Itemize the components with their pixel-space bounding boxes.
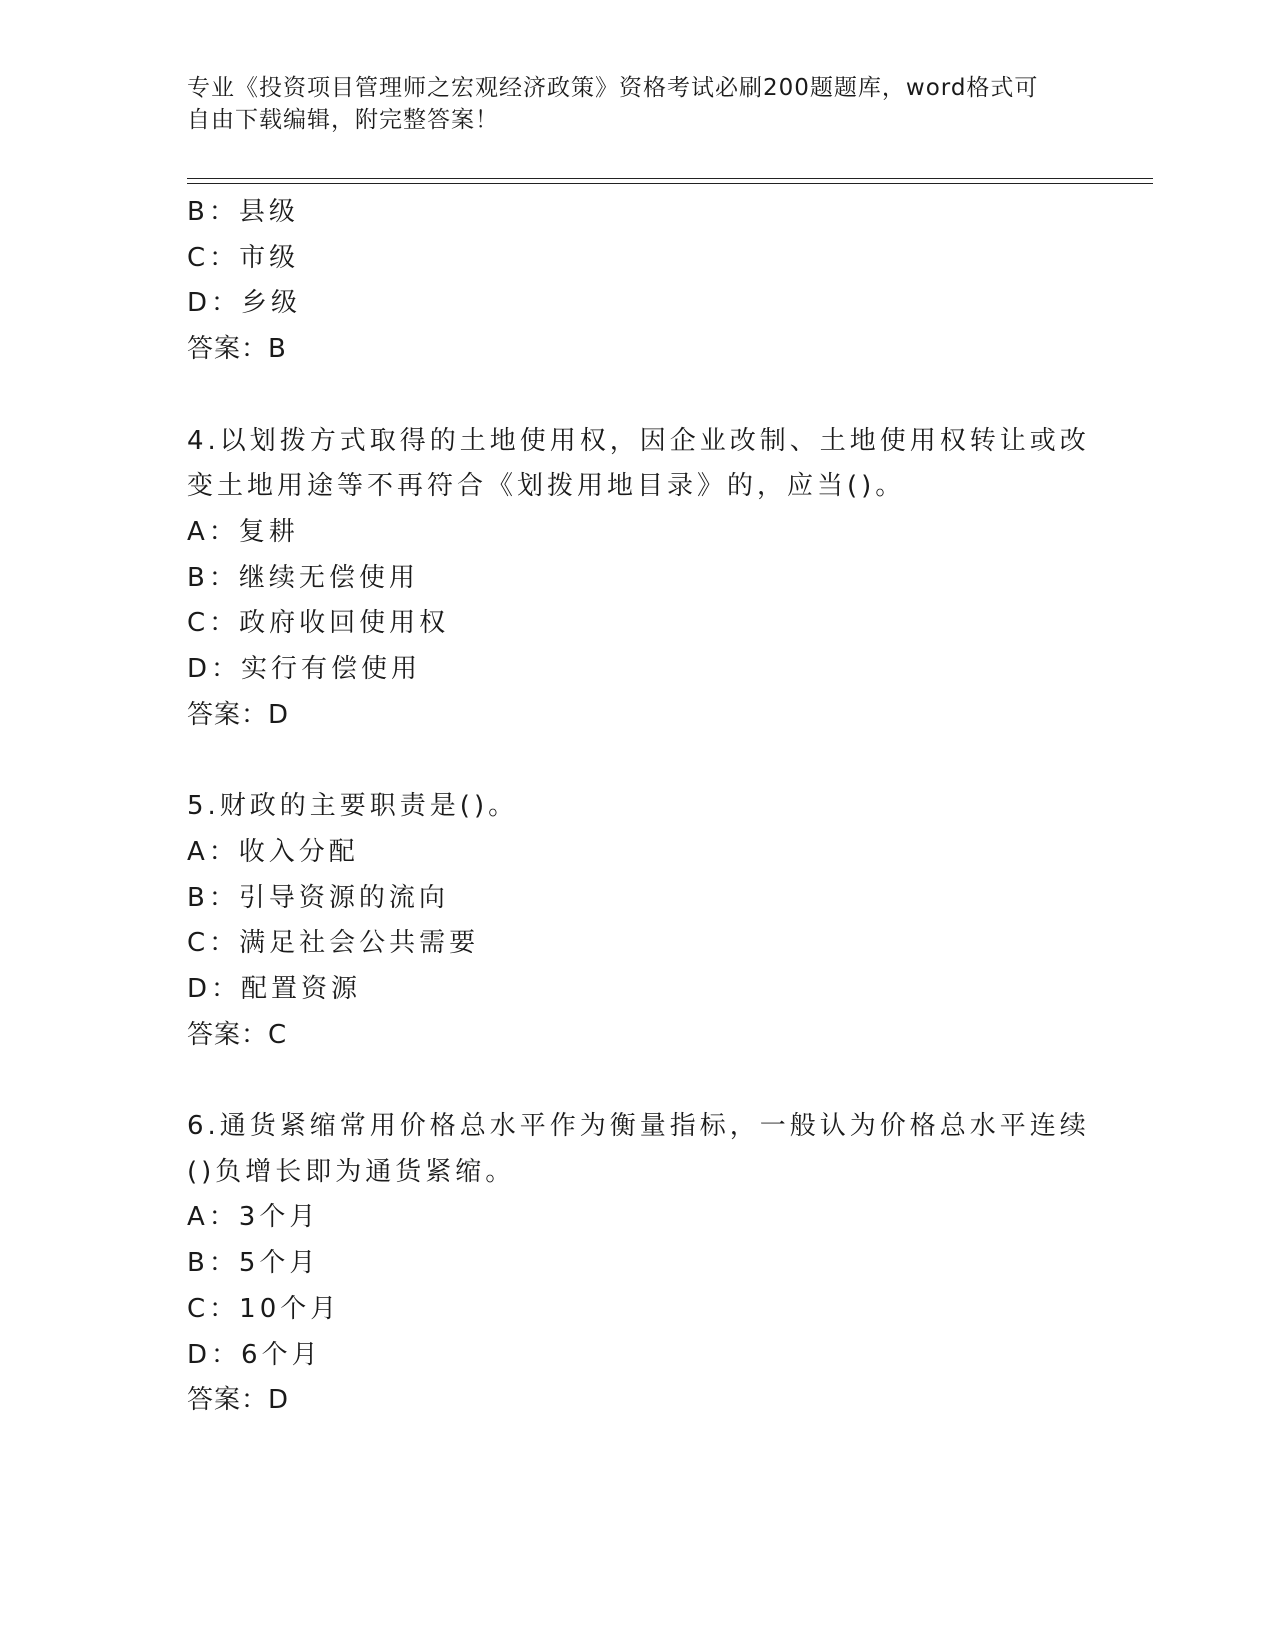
option-d: D：配置资源 [187,973,362,1004]
header-divider-bottom [187,183,1153,184]
question-stem-line: 4.以划拨方式取得的土地使用权，因企业改制、土地使用权转让或改 [187,425,1090,456]
option-c: C：10个月 [187,1293,341,1324]
question-stem-line: ()负增长即为通货紧缩。 [187,1156,516,1187]
answer: 答案：B [187,334,287,365]
option-d: D：6个月 [187,1339,322,1370]
option-b: B：引导资源的流向 [187,882,449,913]
answer: 答案：D [187,1385,290,1416]
question-stem-line: 5.财政的主要职责是()。 [187,791,519,822]
question-4 [187,419,1090,739]
option-a: A：3个月 [187,1202,320,1233]
option-b: B：5个月 [187,1248,320,1279]
question-list [187,190,1090,1424]
option-d: D：实行有偿使用 [187,654,422,685]
option-b: B：继续无偿使用 [187,562,419,593]
option-a: A：复耕 [187,516,299,547]
question-5 [187,784,1087,1058]
spacer [187,738,1087,784]
option-c: C：满足社会公共需要 [187,928,480,959]
question-stem-line: 6.通货紧缩常用价格总水平作为衡量指标，一般认为价格总水平连续 [187,1111,1090,1142]
option-d: D：乡级 [187,288,302,319]
question-stem-line: 变土地用途等不再符合《划拨用地目录》的，应当()。 [187,471,906,502]
option-a: A：收入分配 [187,836,359,867]
document-header [187,72,1067,136]
header-line-2: 自由下载编辑，附完整答案！ [187,107,499,133]
answer: 答案：D [187,699,290,730]
spacer [187,373,1087,419]
question-6 [187,1104,1090,1424]
answer: 答案：C [187,1019,288,1050]
header-divider-top [187,178,1153,179]
option-c: C：政府收回使用权 [187,608,450,639]
option-c: C：市级 [187,242,300,273]
header-line-1: 专业《投资项目管理师之宏观经济政策》资格考试必刷200题题库，word格式可 [187,75,1039,101]
question-3-continued [187,190,1087,373]
spacer [187,1058,1087,1104]
option-b: B：县级 [187,197,299,227]
